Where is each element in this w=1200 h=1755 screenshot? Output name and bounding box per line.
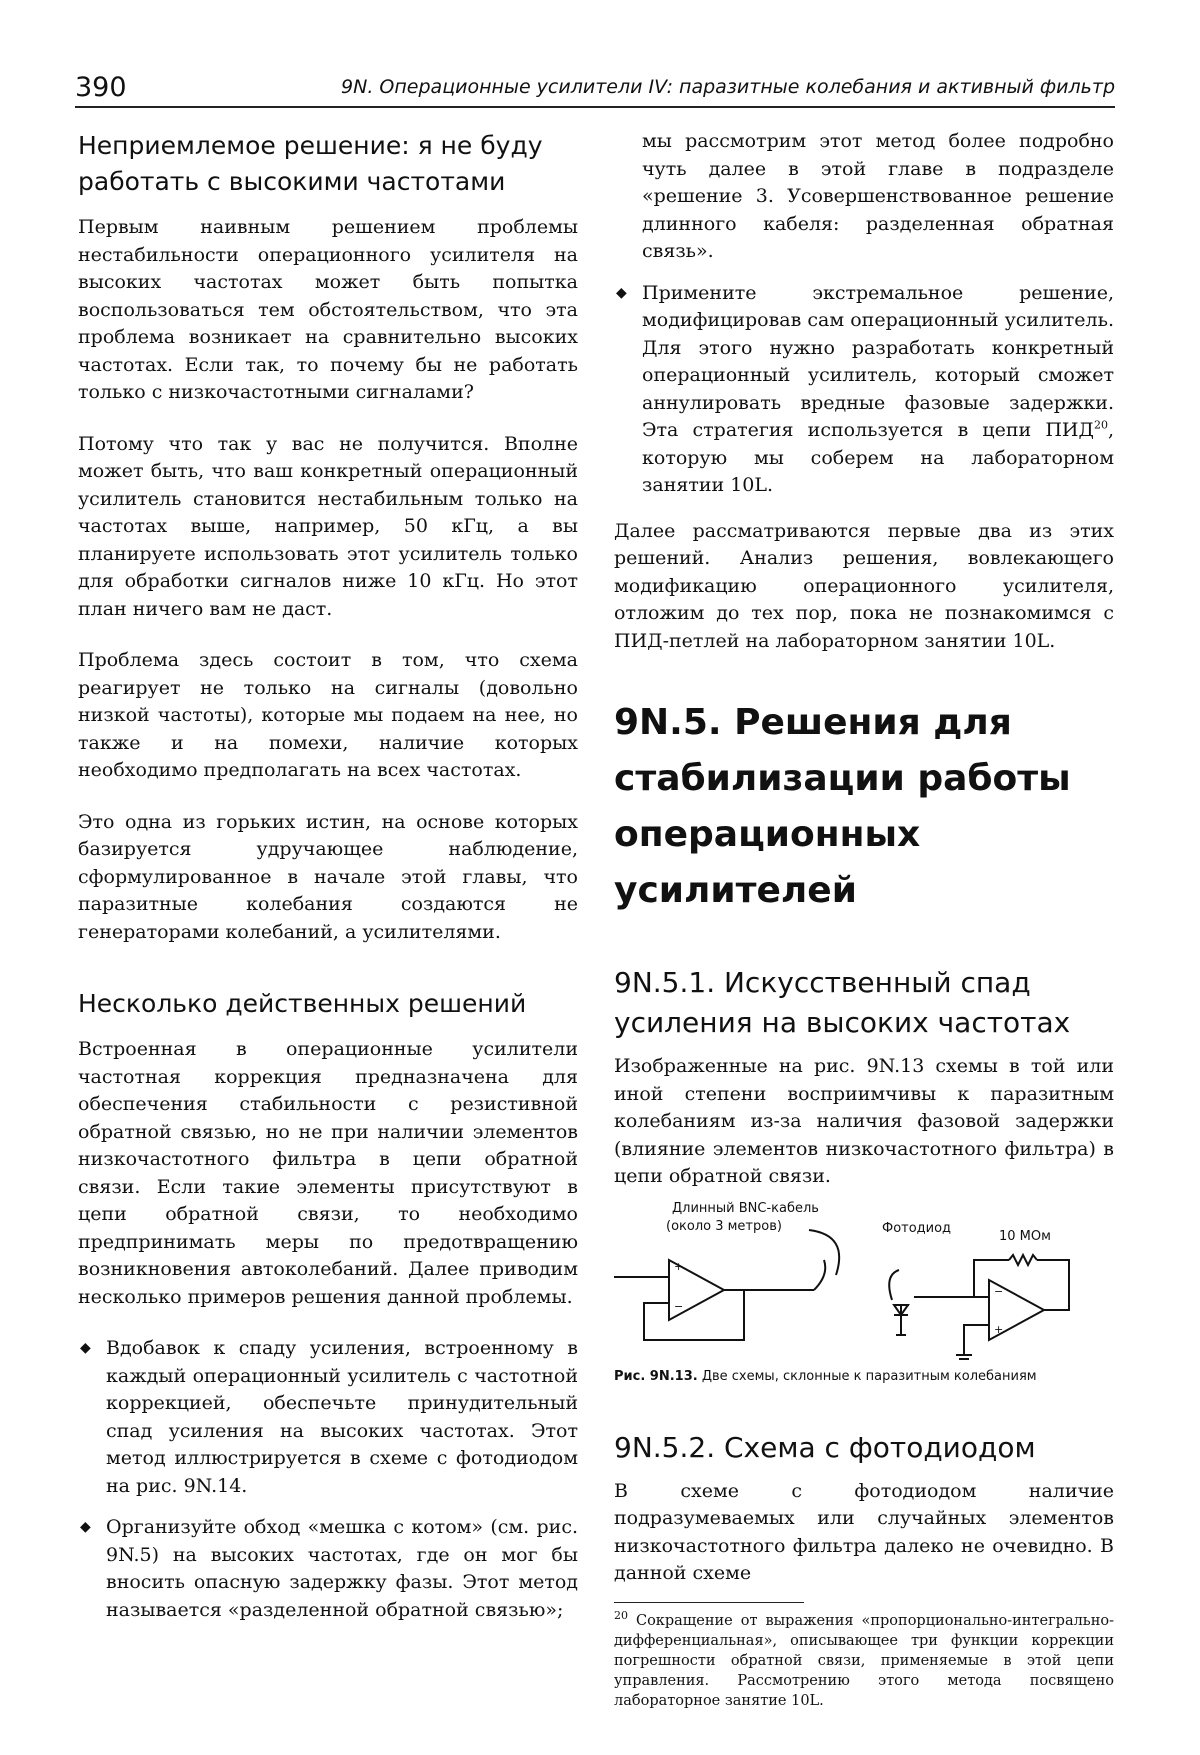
svg-text:+: +	[674, 1259, 684, 1273]
list-item-text: Примените экстремальное решение, модифицировав сам операционный усилитель. Для этого нужно разработать конкретный операционный усилитель, который сможет аннулировать вредные фазовые задержки. Эта стратегия используется в цепи ПИД	[642, 281, 1114, 441]
bullet-icon: ◆	[80, 1519, 91, 1535]
footnote-number: 20	[614, 1608, 628, 1622]
label-resistor: 10 МОм	[999, 1228, 1051, 1244]
label-photodiode: Фотодиод	[882, 1220, 952, 1236]
page-header	[75, 72, 1115, 108]
solutions-list-cont	[614, 280, 1114, 500]
heading-unacceptable-solution: Неприемлемое решение: я не буду работать с высокими частотами	[78, 131, 543, 196]
paragraph: Первым наивным решением проблемы нестабильности операционного усилителя на высоких частотах может быть попытка воспользоваться тем обстоятельством, что эта проблема возникает на сравнительно высоких частотах. Если так, то почему бы не работать только с низкочастотными сигналами?	[78, 216, 578, 403]
cable	[814, 1260, 825, 1290]
list-item-text-tail: , которую мы соберем на лабораторном занятии 10L.	[642, 419, 1114, 496]
footnote-ref: 20	[1093, 418, 1108, 432]
section-title: 9N.5. Решения для стабилизации работы операционных усилителей	[614, 702, 1071, 911]
running-title: 9N. Операционные усилители IV: паразитные колебания и активный фильтр	[341, 76, 1115, 98]
paragraph: Изображенные на рис. 9N.13 схемы в той или иной степени восприимчивы к паразитным колебаниям из-за наличия фазовой задержки (влияние элементов низкочастотного фильтра) в цепи обратной связи.	[614, 1055, 1114, 1187]
bullet-icon: ◆	[616, 284, 627, 301]
caption-text: Две схемы, склонные к паразитным колебаниям	[697, 1368, 1037, 1384]
resistor	[1009, 1255, 1037, 1265]
list-item-text: Вдобавок к спаду усиления, встроенному в каждый операционный усилитель с частотной коррекцией, обеспечьте принудительный спад усиления на высоких частотах. Этот метод иллюстрируется в схеме с фотодиодом на рис. 9N.14.	[106, 1337, 578, 1497]
figure-caption	[614, 1369, 1114, 1384]
list-item-text: Организуйте обход «мешка с котом» (см. рис. 9N.5) на высоких частотах, где он мог бы вносить опасную задержку фазы. Этот метод называется «разделенной обратной связью»;	[106, 1516, 578, 1621]
footnote	[614, 1608, 1114, 1711]
footnote-divider	[614, 1602, 804, 1603]
paragraph: Это одна из горьких истин, на основе которых базируется удручающее наблюдение, сформулированное в начале этой главы, что паразитные колебания создаются не генераторами колебаний, а усилителями.	[78, 810, 578, 943]
paragraph: Встроенная в операционные усилители частотная коррекция предназначена для обеспечения стабильности с резистивной обратной связью, но не при наличии элементов низкочастотного фильтра в цепи обратной связи. Если такие элементы присутствуют в цепи обратной связи, то необходимо предпринимать меры по предотвращению возникновения автоколебаний. Далее приводим несколько примеров решения данной проблемы.	[78, 1038, 578, 1308]
list-item	[78, 1335, 578, 1500]
bullet-icon: ◆	[80, 1340, 91, 1356]
svg-text:−: −	[674, 1299, 684, 1313]
heading-effective-solutions: Несколько действенных решений	[78, 989, 527, 1018]
subsection-title: 9N.5.2. Схема с фотодиодом	[614, 1430, 1036, 1464]
figure-circuits	[614, 1200, 1114, 1365]
right-column	[614, 128, 1114, 1711]
left-column	[78, 128, 578, 1642]
paragraph: Далее рассматриваются первые два из этих решений. Анализ решения, вовлекающего модификацию операционного усилителя, отложим до тех пор, пока не познакомимся с ПИД-петлей на лабораторном занятии 10L.	[614, 519, 1114, 652]
caption-label: Рис. 9N.13.	[614, 1368, 698, 1384]
subsection-title: 9N.5.1. Искусственный спад усиления на высоких частотах	[614, 966, 1071, 1039]
list-item	[78, 1514, 578, 1624]
paragraph: В схеме с фотодиодом наличие подразумеваемых или случайных элементов низкочастотного фильтра далеко не очевидно. В данной схеме	[614, 1479, 1114, 1584]
paragraph: Потому что так у вас не получится. Вполне может быть, что ваш конкретный операционный усилитель становится нестабильным только на частотах выше, например, 50 кГц, а вы планируете использовать этот усилитель только для обработки сигналов ниже 10 кГц. Но этот план ничего вам не даст.	[78, 432, 578, 620]
footnote-text: Сокращение от выражения «пропорционально-интегрально-дифференциальная», описывающее три функции коррекции погрешности обратной связи, применяемые в этой цепи управления. Рассмотрению этого метода посвящено лабораторное занятие 10L.	[614, 1612, 1114, 1709]
label-cable-line1: Длинный BNC-кабель	[672, 1200, 819, 1216]
label-cable-line2: (около 3 метров)	[666, 1218, 782, 1234]
svg-text:+: +	[994, 1322, 1004, 1336]
paragraph: Проблема здесь состоит в том, что схема реагирует не только на сигналы (довольно низкой частоты), которые мы подаем на нее, но также и на помехи, наличие которых необходимо предполагать на всех частотах.	[78, 649, 578, 781]
continued-list-text: мы рассмотрим этот метод более подробно чуть далее в этой главе в подразделе «решение 3. Усовершенствованное решение длинного кабеля: разделенная обратная связь».	[642, 130, 1114, 262]
list-item	[614, 280, 1114, 500]
solutions-list	[78, 1335, 578, 1624]
svg-text:−: −	[994, 1284, 1004, 1298]
page-number: 390	[75, 72, 127, 103]
